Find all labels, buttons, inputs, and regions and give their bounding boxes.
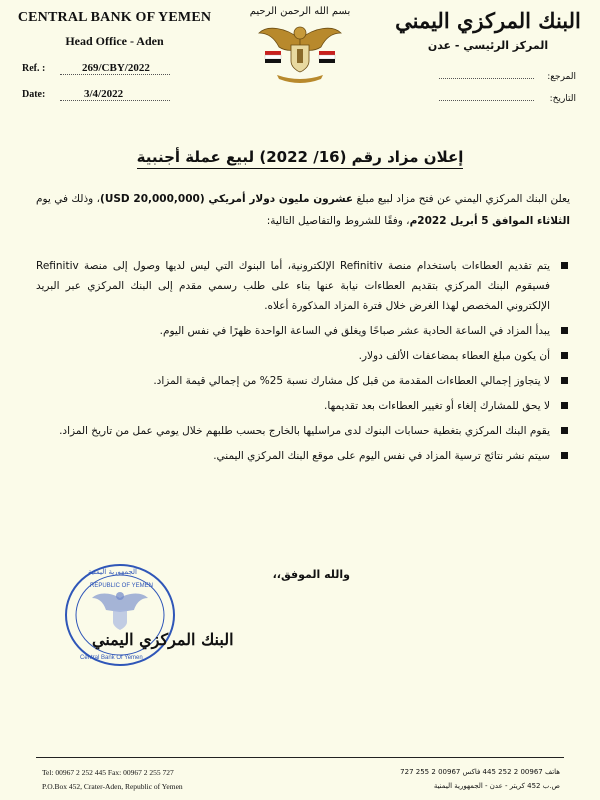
date-value: 3/4/2022 bbox=[84, 88, 124, 100]
ref-value: 269/CBY/2022 bbox=[82, 62, 150, 74]
yemen-eagle-emblem-icon bbox=[255, 17, 345, 85]
bank-name-en: CENTRAL BANK OF YEMEN bbox=[17, 10, 212, 25]
intro-text-1: يعلن البنك المركزي اليمني عن فتح مزاد لبيع مبلغ bbox=[353, 193, 571, 205]
bullet-square-icon bbox=[561, 452, 568, 459]
list-item: يقوم البنك المركزي بتغطية حسابات البنوك لدى مراسليها بالخارج بحسب طلبهم خلال يومي عمل من تاريخ المزاد. bbox=[36, 421, 570, 441]
bullet-square-icon bbox=[561, 427, 568, 434]
intro-paragraph bbox=[36, 188, 570, 232]
emblem-block bbox=[236, 6, 364, 89]
intro-date: الثلاثاء الموافق 5 أبريل 2022م bbox=[409, 215, 570, 227]
date-row bbox=[22, 88, 170, 101]
date-label: Date: bbox=[22, 89, 46, 100]
title-text: إعلان مزاد رقم (16/ 2022) لبيع عملة أجنبية bbox=[137, 148, 464, 169]
footer-address-ar: ص.ب 452 كريتر - عدن - الجمهورية اليمنية bbox=[433, 782, 560, 790]
office-name-en: Head Office - Aden bbox=[65, 34, 164, 48]
list-item: لا يحق للمشارك إلغاء أو تغيير العطاءات بعد تقديمها. bbox=[36, 396, 570, 416]
bullet-square-icon bbox=[561, 262, 568, 269]
list-item: يتم تقديم العطاءات باستخدام منصة Refinitiv الإلكترونية، أما البنوك التي ليس لديها وصول إلى منصة Refinitiv فسيقوم البنك المركزي بتقديم العطاءات نيابة عنها بناء على طلب رسمي مقدم إلى البنك المركزي عبر البريد الإلكتروني المخصص لهذا الغرض خلال فترة المزاد المذكورة أعلاه. bbox=[36, 256, 570, 316]
office-name-ar: المركز الرئيسي - عدن bbox=[427, 39, 549, 52]
stamp-ring-bottom: Central Bank Of Yemen bbox=[80, 655, 143, 661]
bullet-square-icon bbox=[561, 402, 568, 409]
footer-divider bbox=[36, 757, 564, 758]
conditions-list bbox=[36, 256, 570, 471]
letterhead-arabic bbox=[388, 8, 588, 52]
bullet-square-icon bbox=[561, 377, 568, 384]
intro-amount: عشرون مليون دولار أمريكي (20,000,000 USD) bbox=[100, 193, 354, 205]
list-item: سيتم نشر نتائج ترسية المزاد في نفس اليوم على موقع البنك المركزي اليمني. bbox=[36, 446, 570, 466]
intro-text-3: ، وفقًا للشروط والتفاصيل التالية: bbox=[266, 215, 410, 227]
list-item: أن يكون مبلغ العطاء بمضاعفات الألف دولار. bbox=[36, 346, 570, 366]
stamp-signature: البنك المركزي اليمني bbox=[92, 630, 234, 649]
ref-label-ar: المرجع: bbox=[547, 72, 576, 82]
official-stamp bbox=[60, 560, 190, 670]
closing-phrase: والله الموفق،، bbox=[272, 568, 350, 581]
footer-contact-en: Tel: 00967 2 252 445 Fax: 00967 2 255 727 bbox=[42, 768, 174, 777]
bank-name-ar: البنك المركزي اليمني bbox=[395, 8, 581, 33]
announcement-title bbox=[0, 148, 600, 166]
ref-label: Ref. : bbox=[22, 63, 46, 74]
basmala: بسم الله الرحمن الرحيم bbox=[249, 6, 351, 17]
stamp-seal-icon bbox=[60, 560, 190, 670]
stamp-ring-en: REPUBLIC OF YEMEN bbox=[90, 583, 153, 589]
stamp-ring-ar: الجمهورية اليمنية bbox=[88, 568, 138, 576]
date-label-ar: التاريخ: bbox=[549, 94, 576, 104]
bullet-square-icon bbox=[561, 352, 568, 359]
list-item: لا يتجاوز إجمالي العطاءات المقدمة من قبل كل مشارك نسبة 25% من إجمالي قيمة المزاد. bbox=[36, 371, 570, 391]
date-row-ar bbox=[439, 92, 576, 104]
bullet-square-icon bbox=[561, 327, 568, 334]
reference-row bbox=[22, 62, 170, 75]
footer-address-en: P.O.Box 452, Crater-Aden, Republic of Yemen bbox=[42, 782, 183, 791]
list-item: يبدأ المزاد في الساعة الحادية عشر صباحًا ويغلق في الساعة الواحدة ظهرًا في نفس اليوم. bbox=[36, 321, 570, 341]
letterhead-english bbox=[12, 10, 217, 49]
ref-row-ar bbox=[439, 70, 576, 82]
footer-contact-ar: هاتف 00967 2 252 445 فاكس 00967 2 255 727 bbox=[400, 768, 560, 776]
intro-text-2: ، وذلك في يوم bbox=[36, 193, 101, 205]
